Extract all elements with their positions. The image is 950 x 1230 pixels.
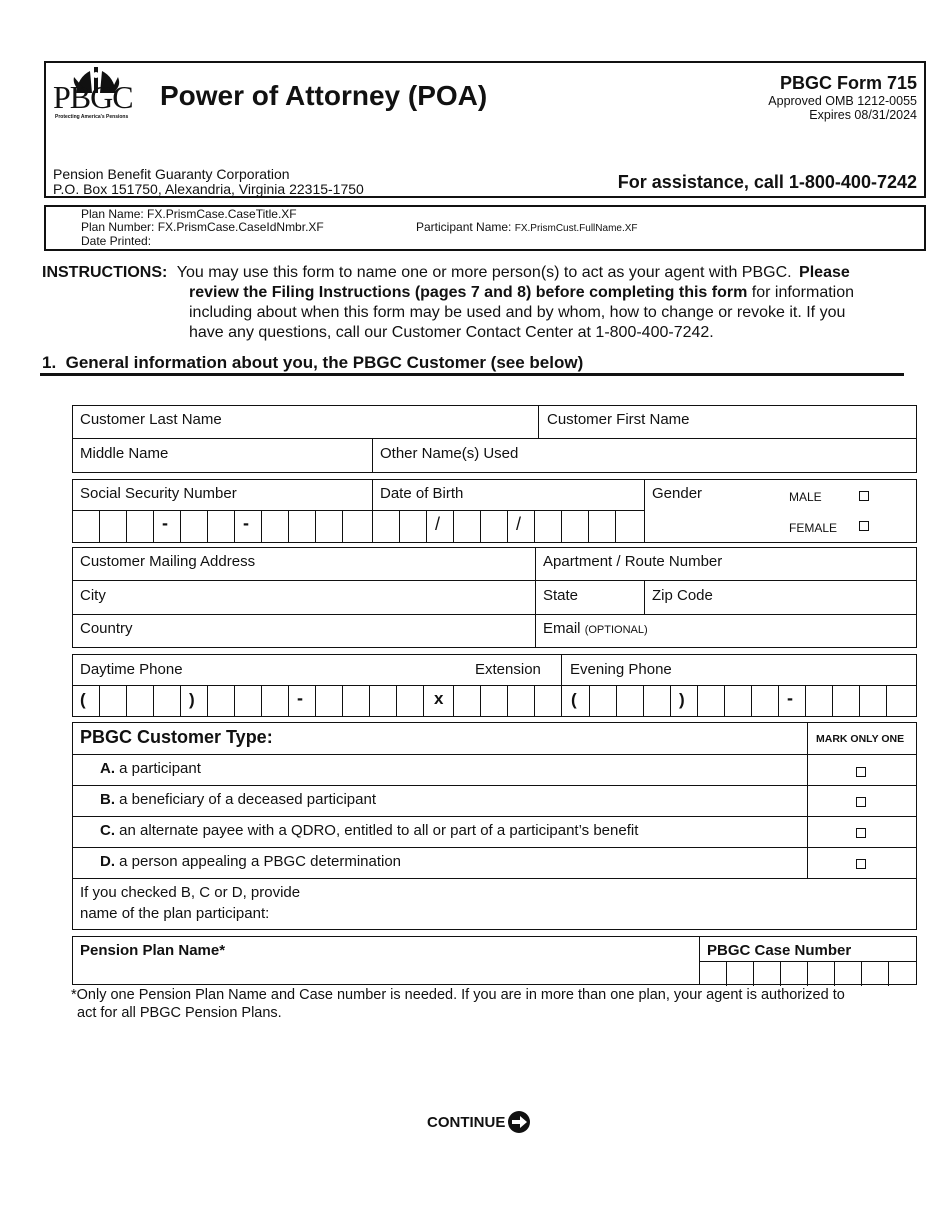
extension-label: Extension (475, 661, 541, 678)
ssn-label: Social Security Number (80, 485, 237, 502)
participant-name-line (416, 220, 638, 234)
case-number-input[interactable] (699, 961, 917, 986)
pension-plan-name-field[interactable]: Pension Plan Name* (80, 942, 226, 959)
option-d-letter: D. (100, 853, 115, 870)
female-checkbox[interactable] (859, 521, 869, 531)
option-c-letter: C. (100, 822, 115, 839)
option-a-letter: A. (100, 760, 115, 777)
instructions-line1: You may use this form to name one or more person(s) to act as your agent with PBGC. (176, 264, 792, 281)
dob-label: Date of Birth (380, 485, 464, 502)
female-label: FEMALE (789, 521, 838, 535)
section1-rule (40, 373, 904, 376)
email-label: Email (543, 620, 581, 637)
org-name: Pension Benefit Guaranty Corporation (53, 166, 290, 182)
plan-number-line: Plan Number: FX.PrismCase.CaseIdNmbr.XF (81, 220, 324, 234)
daytime-phone-input[interactable]: ( ) - (72, 685, 444, 717)
evening-phone-label: Evening Phone (570, 661, 672, 678)
extension-input[interactable]: x (423, 685, 561, 717)
email-field[interactable] (543, 620, 648, 637)
page-title: Power of Attorney (POA) (160, 80, 488, 111)
instructions (42, 263, 922, 343)
assistance-phone: For assistance, call 1-800-400-7242 (617, 172, 917, 192)
mark-only-one: MARK ONLY ONE (816, 733, 905, 745)
continue-arrow-icon (507, 1110, 531, 1134)
date-printed-line: Date Printed: (81, 234, 152, 248)
option-c-text: an alternate payee with a QDRO, entitled to all or part of a participant’s benefit (119, 822, 639, 839)
middle-name-field[interactable]: Middle Name (80, 445, 169, 462)
option-a-checkbox[interactable] (856, 767, 866, 777)
logo-text: PBGC (53, 79, 133, 115)
footnote-line1: *Only one Pension Plan Name and Case number is needed. If you are in more than one plan, your agent is authorized to (71, 987, 845, 1003)
first-name-field[interactable]: Customer First Name (547, 411, 690, 428)
continue-label: CONTINUE (427, 1113, 506, 1131)
section1-heading: 1. General information about you, the PBGC Customer (see below) (42, 353, 584, 372)
plan-name-line: Plan Name: FX.PrismCase.CaseTitle.XF (81, 207, 297, 221)
logo-tagline: Protecting America's Pensions (55, 114, 129, 120)
option-a-text: a participant (119, 760, 201, 777)
participant-label: Participant Name: (416, 220, 512, 234)
male-checkbox[interactable] (859, 491, 869, 501)
email-optional: (OPTIONAL) (584, 624, 648, 636)
participant-name-prompt-1: If you checked B, C or D, provide (80, 884, 301, 901)
other-names-field[interactable]: Other Name(s) Used (380, 445, 519, 462)
option-b-text: a beneficiary of a deceased participant (119, 791, 377, 808)
mailing-address-field[interactable]: Customer Mailing Address (80, 553, 256, 570)
country-field[interactable]: Country (80, 620, 133, 637)
instructions-label: INSTRUCTIONS: (42, 264, 168, 281)
instructions-line3: including about when this form may be used and by whom, how to change or revoke it. If you (189, 304, 846, 321)
option-a (100, 760, 201, 777)
state-field[interactable]: State (543, 587, 579, 604)
instructions-filing: review the Filing Instructions (pages 7 and 8) before completing this form (189, 284, 748, 301)
option-b-letter: B. (100, 791, 115, 808)
instructions-line2-rest: for information (751, 284, 855, 301)
zip-field[interactable]: Zip Code (652, 587, 713, 604)
expiration-date: Expires 08/31/2024 (809, 108, 917, 122)
option-d (100, 853, 401, 870)
evening-phone-input[interactable]: ( ) - (561, 685, 917, 717)
case-number-label: PBGC Case Number (707, 942, 852, 959)
city-field[interactable]: City (80, 587, 106, 604)
customer-type-heading: PBGC Customer Type: (80, 727, 273, 747)
option-b (100, 791, 376, 808)
org-address: P.O. Box 151750, Alexandria, Virginia 22315-1750 (53, 181, 364, 197)
dob-input[interactable]: / / (372, 510, 644, 543)
option-d-text: a person appealing a PBGC determination (119, 853, 402, 870)
daytime-phone-label: Daytime Phone (80, 661, 183, 678)
participant-value: FX.PrismCust.FullName.XF (514, 223, 638, 234)
option-b-checkbox[interactable] (856, 797, 866, 807)
male-label: MALE (789, 490, 822, 504)
option-d-checkbox[interactable] (856, 859, 866, 869)
gender-label: Gender (652, 485, 703, 502)
ssn-input[interactable]: - - (72, 510, 372, 543)
instructions-line4: have any questions, call our Customer Contact Center at 1-800-400-7242. (189, 324, 714, 341)
option-c (100, 822, 638, 839)
instructions-please: Please (799, 264, 850, 281)
last-name-field[interactable]: Customer Last Name (80, 411, 222, 428)
footnote-line2: act for all PBGC Pension Plans. (77, 1005, 282, 1021)
form-number: PBGC Form 715 (779, 73, 917, 93)
participant-name-prompt-2[interactable]: name of the plan participant: (80, 905, 270, 922)
continue-button[interactable] (427, 1110, 531, 1134)
omb-number: Approved OMB 1212-0055 (768, 94, 917, 108)
option-c-checkbox[interactable] (856, 828, 866, 838)
apartment-field[interactable]: Apartment / Route Number (543, 553, 723, 570)
